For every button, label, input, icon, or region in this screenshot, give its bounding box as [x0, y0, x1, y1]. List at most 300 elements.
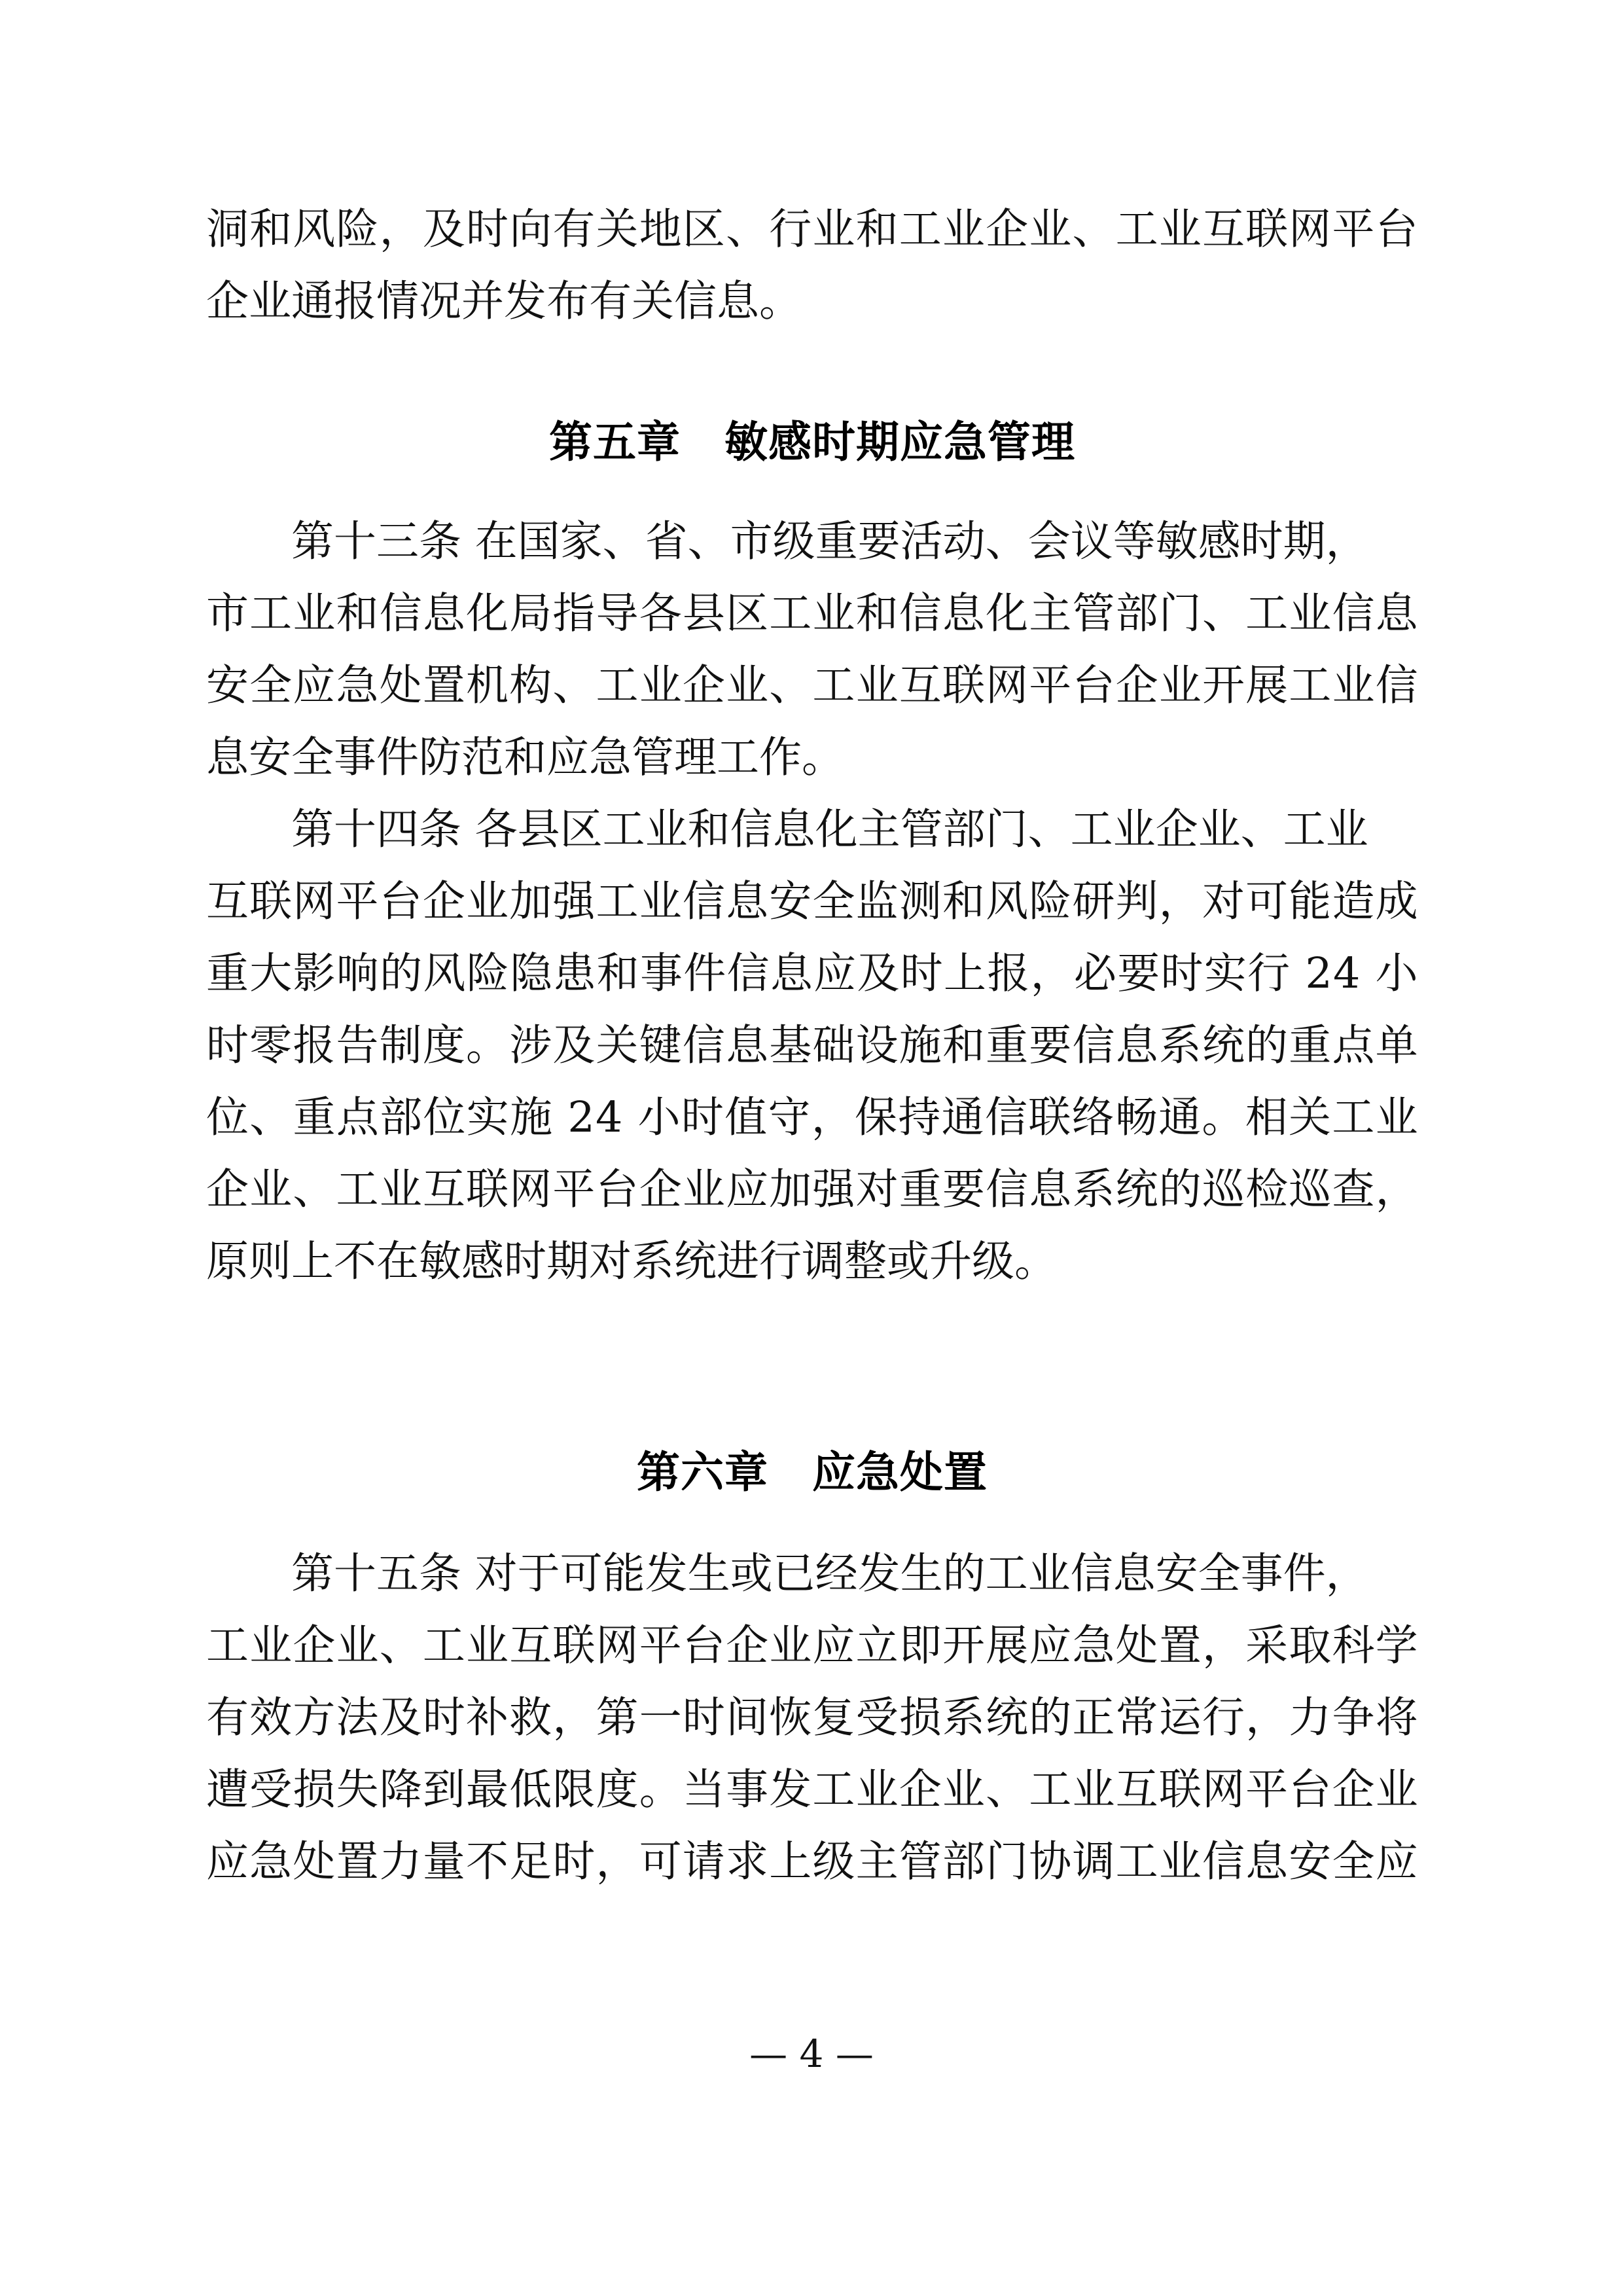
text-glyph: 影: [293, 949, 336, 998]
text-line: [206, 866, 1418, 938]
text-line: [206, 578, 1418, 650]
text-glyph: 力: [379, 1837, 422, 1886]
text-glyph: 络: [1071, 1093, 1115, 1142]
text-glyph: 时: [1160, 949, 1204, 998]
text-glyph: 互: [1202, 205, 1245, 254]
text-glyph: 息: [942, 589, 985, 638]
text-glyph: 键: [639, 1021, 682, 1070]
spacer: [206, 1509, 1418, 1538]
text-glyph: 局: [509, 589, 552, 638]
text-glyph: 间: [726, 1693, 769, 1742]
text-glyph: 应: [812, 1621, 855, 1670]
text-glyph: 应: [1029, 1621, 1072, 1670]
text-glyph: 行: [1202, 1693, 1245, 1742]
text-glyph: 患: [553, 949, 596, 998]
text-glyph: 平: [336, 877, 379, 926]
text-glyph: [1361, 938, 1375, 1010]
text-glyph: ，: [811, 1093, 854, 1142]
text-glyph: 联: [466, 1165, 509, 1214]
text-glyph: 判: [1115, 877, 1158, 926]
text-glyph: 风: [293, 205, 336, 254]
text-glyph: 必: [1073, 949, 1116, 998]
text-glyph: 管: [1072, 589, 1115, 638]
text-glyph: 取: [1289, 1621, 1332, 1670]
text-glyph: 关: [596, 205, 639, 254]
text-glyph: 度: [422, 1021, 465, 1070]
text-line: 企业通报情况并发布有关信息。: [206, 277, 802, 326]
text-glyph: 限: [552, 1765, 596, 1814]
text-glyph: 息: [770, 949, 813, 998]
text-glyph: 对: [1202, 877, 1245, 926]
text-glyph: 信: [682, 1021, 725, 1070]
text-glyph: 急: [249, 1837, 293, 1886]
text-glyph: 、: [769, 661, 812, 710]
text-glyph: 统: [1115, 1165, 1158, 1214]
text-glyph: 主: [1029, 589, 1072, 638]
text-glyph: 地: [639, 205, 682, 254]
text-glyph: 时: [422, 1693, 465, 1742]
text-glyph: 联: [1028, 1093, 1071, 1142]
text-glyph: 工: [769, 589, 812, 638]
text-glyph: 门: [1158, 589, 1202, 638]
spacer: [206, 338, 1418, 406]
text-glyph: 息: [422, 589, 465, 638]
text-glyph: 力: [1289, 1693, 1332, 1742]
text-line: [206, 194, 1418, 266]
text-line: [206, 1154, 1418, 1226]
text-glyph: 上: [944, 949, 987, 998]
text-glyph: 台: [1072, 661, 1115, 710]
text-glyph: 正: [1072, 1693, 1115, 1742]
text-glyph: 洞: [206, 205, 249, 254]
text-glyph: 业: [249, 1621, 293, 1670]
text-glyph: 和: [855, 589, 899, 638]
text-glyph: 业: [942, 1765, 985, 1814]
text-glyph: 联: [552, 1621, 596, 1670]
text-glyph: [624, 1082, 637, 1154]
text-glyph: ，: [1245, 1693, 1289, 1742]
text-glyph: 报: [293, 1021, 336, 1070]
text-glyph: 受: [249, 1765, 293, 1814]
text-glyph: 网: [986, 661, 1029, 710]
spacer: [206, 478, 1418, 506]
text-line: 第十四条 各县区工业和信息化主管部门、工业企业、工业: [206, 805, 1368, 854]
text-glyph: 企: [899, 1765, 942, 1814]
text-glyph: 化: [986, 589, 1029, 638]
text-glyph: 基: [769, 1021, 812, 1070]
text-glyph: 业: [942, 205, 985, 254]
text-glyph: 守: [768, 1093, 811, 1142]
text-glyph: 联: [942, 661, 985, 710]
text-glyph: 检: [1245, 1165, 1289, 1214]
text-glyph: ，: [1375, 1165, 1418, 1214]
text-glyph: 要: [942, 1165, 985, 1214]
text-glyph: 响: [336, 949, 379, 998]
text-glyph: 信: [726, 949, 770, 998]
text-line: [206, 1682, 1418, 1754]
text-glyph: 损: [899, 1693, 942, 1742]
text-line: [206, 1010, 1418, 1082]
text-glyph: 零: [249, 1021, 293, 1070]
text-glyph: 工: [422, 1621, 465, 1670]
text-glyph: 的: [380, 949, 423, 998]
text-glyph: 受: [855, 1693, 899, 1742]
text-glyph: 监: [855, 877, 899, 926]
text-glyph: 业: [1072, 1765, 1115, 1814]
text-glyph: 效: [249, 1693, 293, 1742]
text-glyph: 保: [855, 1093, 898, 1142]
text-glyph: 失: [336, 1765, 379, 1814]
text-glyph: 采: [1245, 1621, 1289, 1670]
text-glyph: 业: [1158, 1837, 1202, 1886]
text-glyph: 协: [1029, 1837, 1072, 1886]
text-glyph: 学: [1375, 1621, 1418, 1670]
text-glyph: 持: [898, 1093, 941, 1142]
text-glyph: 业: [812, 589, 855, 638]
text-glyph: 风: [986, 877, 1029, 926]
text-glyph: 台: [379, 877, 422, 926]
text-glyph: 导: [596, 589, 639, 638]
text-glyph: ，: [596, 1837, 639, 1886]
text-glyph: 值: [724, 1093, 768, 1142]
text-glyph: 工: [596, 877, 639, 926]
text-glyph: 企: [682, 661, 725, 710]
text-glyph: 通: [1158, 1093, 1202, 1142]
text-line: 息安全事件防范和应急管理工作。: [206, 733, 845, 782]
text-glyph: 足: [509, 1837, 552, 1886]
text-glyph: 量: [422, 1837, 465, 1886]
text-glyph: 位: [423, 1093, 466, 1142]
text-glyph: 台: [1289, 1765, 1332, 1814]
text-glyph: 置: [336, 1837, 379, 1886]
text-glyph: 门: [986, 1837, 1029, 1886]
text-glyph: ，: [1202, 1621, 1245, 1670]
text-glyph: 、: [552, 661, 596, 710]
text-glyph: 强: [812, 1165, 855, 1214]
text-glyph: 息: [726, 877, 769, 926]
text-glyph: 时: [206, 1021, 249, 1070]
text-glyph: 和: [336, 589, 379, 638]
text-glyph: 应: [206, 1837, 249, 1886]
text-glyph: 业: [466, 877, 509, 926]
text-glyph: 网: [293, 877, 336, 926]
text-glyph: 行: [1247, 949, 1291, 998]
text-glyph: 设: [855, 1021, 899, 1070]
text-glyph: 联: [1245, 205, 1289, 254]
text-glyph: 统: [1202, 1021, 1245, 1070]
text-glyph: 安: [1289, 1837, 1332, 1886]
text-glyph: [553, 1082, 567, 1154]
text-glyph: 2: [1305, 949, 1332, 998]
text-glyph: 企: [1115, 661, 1158, 710]
text-glyph: 施: [510, 1093, 553, 1142]
text-glyph: 业: [336, 1621, 379, 1670]
text-glyph: 企: [206, 1165, 249, 1214]
text-glyph: 工: [596, 661, 639, 710]
article-14-paragraph: [206, 794, 1418, 1298]
text-glyph: 上: [769, 1837, 812, 1886]
text-glyph: 企: [422, 877, 465, 926]
text-glyph: 工: [1115, 1837, 1158, 1886]
text-line: [206, 1082, 1418, 1154]
text-glyph: 告: [336, 1021, 379, 1070]
text-glyph: 救: [509, 1693, 552, 1742]
text-glyph: 处: [379, 661, 422, 710]
text-glyph: 平: [552, 1165, 596, 1214]
text-glyph: 息: [1029, 1165, 1072, 1214]
text-glyph: 联: [1158, 1765, 1202, 1814]
text-glyph: 和: [942, 1021, 985, 1070]
text-glyph: 信: [899, 589, 942, 638]
text-glyph: 信: [984, 1093, 1027, 1142]
text-glyph: 可: [639, 1837, 682, 1886]
text-glyph: 对: [855, 1165, 899, 1214]
text-glyph: 险: [1029, 877, 1072, 926]
text-glyph: 息: [726, 1021, 769, 1070]
text-glyph: 向: [509, 205, 552, 254]
text-glyph: 区: [726, 589, 769, 638]
text-glyph: 的: [1158, 1165, 1202, 1214]
text-glyph: 置: [1158, 1621, 1202, 1670]
text-glyph: 降: [379, 1765, 422, 1814]
text-glyph: ，: [379, 205, 422, 254]
text-glyph: 业: [379, 1165, 422, 1214]
text-glyph: 2: [567, 1093, 595, 1142]
text-glyph: 业: [466, 1621, 509, 1670]
text-glyph: 市: [206, 589, 249, 638]
text-glyph: 、: [379, 1621, 422, 1670]
text-glyph: 巡: [1289, 1165, 1332, 1214]
text-glyph: 查: [1332, 1165, 1375, 1214]
text-glyph: 能: [1289, 877, 1332, 926]
text-glyph: 各: [639, 589, 682, 638]
text-glyph: 方: [293, 1693, 336, 1742]
text-glyph: 、: [1072, 205, 1115, 254]
text-glyph: 互: [899, 661, 942, 710]
text-glyph: 和: [942, 877, 985, 926]
text-glyph: 测: [899, 877, 942, 926]
text-glyph: 调: [1072, 1837, 1115, 1886]
text-glyph: 区: [682, 205, 725, 254]
text-glyph: 巡: [1202, 1165, 1245, 1214]
text-glyph: 业: [682, 1165, 725, 1214]
text-line: [206, 1754, 1418, 1826]
text-glyph: 及: [379, 1693, 422, 1742]
text-glyph: 行: [769, 205, 812, 254]
text-glyph: 及: [857, 949, 900, 998]
text-glyph: 应: [726, 1165, 769, 1214]
text-glyph: 系: [1072, 1165, 1115, 1214]
text-glyph: 不: [466, 1837, 509, 1886]
text-glyph: ，: [1158, 877, 1202, 926]
text-glyph: 重: [899, 1165, 942, 1214]
chapter-6-heading: 第六章 应急处置: [637, 1447, 988, 1498]
text-glyph: 级: [812, 1837, 855, 1886]
text-glyph: 和: [596, 949, 639, 998]
text-glyph: 展: [1245, 661, 1289, 710]
text-glyph: 险: [336, 205, 379, 254]
text-glyph: 信: [1202, 1837, 1245, 1886]
text-glyph: 事: [639, 949, 683, 998]
text-glyph: 立: [855, 1621, 899, 1670]
text-glyph: 度: [596, 1765, 639, 1814]
text-glyph: 加: [509, 877, 552, 926]
text-glyph: 重: [1289, 1021, 1332, 1070]
text-glyph: 业: [639, 877, 682, 926]
text-glyph: 施: [899, 1021, 942, 1070]
text-glyph: 处: [1115, 1621, 1158, 1670]
text-glyph: 大: [249, 949, 293, 998]
text-glyph: 工: [1029, 1765, 1072, 1814]
text-glyph: 最: [466, 1765, 509, 1814]
text-glyph: 小: [637, 1093, 681, 1142]
text-glyph: 企: [986, 205, 1029, 254]
text-glyph: 工: [1115, 205, 1158, 254]
text-glyph: 时: [900, 949, 943, 998]
text-glyph: 互: [509, 1621, 552, 1670]
text-glyph: 实: [466, 1093, 509, 1142]
text-glyph: 及: [552, 1021, 596, 1070]
text-glyph: 、: [249, 1093, 293, 1142]
text-line: [206, 1826, 1418, 1898]
text-glyph: 制: [379, 1021, 422, 1070]
text-glyph: 险: [466, 949, 509, 998]
text-glyph: 部: [380, 1093, 423, 1142]
text-glyph: 时: [466, 205, 509, 254]
text-glyph: 信: [379, 589, 422, 638]
text-glyph: 互: [206, 877, 249, 926]
text-glyph: 信: [1375, 661, 1418, 710]
text-line: 原则上不在敏感时期对系统进行调整或升级。: [206, 1237, 1058, 1286]
text-glyph: 报: [987, 949, 1030, 998]
text-glyph: 企: [1332, 1765, 1375, 1814]
text-glyph: 工: [249, 589, 293, 638]
text-glyph: 指: [552, 589, 596, 638]
text-glyph: 台: [1375, 205, 1418, 254]
text-glyph: 统: [986, 1693, 1029, 1742]
text-glyph: 发: [769, 1765, 812, 1814]
text-glyph: 涉: [509, 1021, 552, 1070]
text-glyph: 件: [683, 949, 726, 998]
text-glyph: 工: [899, 205, 942, 254]
text-glyph: 风: [423, 949, 466, 998]
text-glyph: 加: [769, 1165, 812, 1214]
text-glyph: 平: [1029, 661, 1072, 710]
text-glyph: 的: [1245, 1021, 1289, 1070]
text-glyph: 业: [1375, 1093, 1418, 1142]
text-glyph: 及: [422, 205, 465, 254]
text-glyph: 隐: [510, 949, 553, 998]
text-glyph: 工: [1289, 661, 1332, 710]
text-glyph: 工: [206, 1621, 249, 1670]
text-glyph: 要: [1029, 1021, 1072, 1070]
text-glyph: 联: [249, 877, 293, 926]
text-glyph: 网: [1202, 1765, 1245, 1814]
text-glyph: 开: [1202, 661, 1245, 710]
text-glyph: 业: [855, 1765, 899, 1814]
text-glyph: 全: [249, 661, 293, 710]
text-glyph: 小: [1375, 949, 1418, 998]
text-glyph: 相: [1245, 1093, 1288, 1142]
text-glyph: 业: [1375, 1765, 1418, 1814]
text-glyph: 将: [1375, 1693, 1418, 1742]
text-glyph: 时: [552, 1837, 596, 1886]
text-glyph: 信: [682, 877, 725, 926]
text-line: [206, 650, 1418, 722]
text-glyph: 低: [509, 1765, 552, 1814]
text-glyph: 部: [1115, 589, 1158, 638]
text-glyph: 业: [1332, 661, 1375, 710]
text-glyph: 造: [1332, 877, 1375, 926]
text-glyph: 重: [986, 1021, 1029, 1070]
text-glyph: 企: [293, 1621, 336, 1670]
text-glyph: 、: [726, 205, 769, 254]
text-glyph: 础: [812, 1021, 855, 1070]
text-glyph: 业: [293, 589, 336, 638]
text-glyph: ，: [552, 1693, 596, 1742]
text-glyph: 化: [466, 589, 509, 638]
text-glyph: 时: [681, 1093, 724, 1142]
text-glyph: 和: [249, 205, 293, 254]
text-glyph: 即: [899, 1621, 942, 1670]
text-glyph: 构: [509, 661, 552, 710]
text-glyph: 应: [813, 949, 857, 998]
text-glyph: 平: [1332, 205, 1375, 254]
text-glyph: 时: [682, 1693, 725, 1742]
text-line: 第十五条 对于可能发生或已经发生的工业信息安全事件，: [206, 1549, 1368, 1598]
text-line: [206, 1610, 1418, 1682]
text-glyph: 一: [639, 1693, 682, 1742]
spacer: [206, 1298, 1418, 1437]
text-glyph: 重: [206, 949, 249, 998]
text-glyph: 事: [726, 1765, 769, 1814]
text-glyph: 信: [1072, 1021, 1115, 1070]
text-glyph: 急: [1072, 1621, 1115, 1670]
text-glyph: 平: [1245, 1765, 1289, 1814]
text-glyph: 重: [293, 1093, 336, 1142]
text-glyph: 。: [466, 1021, 509, 1070]
text-glyph: 安: [769, 877, 812, 926]
text-glyph: ，: [1030, 949, 1073, 998]
text-glyph: 主: [855, 1837, 899, 1886]
text-glyph: 损: [293, 1765, 336, 1814]
text-glyph: 息: [1375, 589, 1418, 638]
text-glyph: 业: [855, 661, 899, 710]
text-glyph: 法: [336, 1693, 379, 1742]
text-glyph: 工: [812, 661, 855, 710]
text-glyph: 。: [639, 1765, 682, 1814]
text-glyph: 和: [855, 205, 899, 254]
text-glyph: 通: [941, 1093, 984, 1142]
text-glyph: 有: [206, 1693, 249, 1742]
text-glyph: 、: [986, 1765, 1029, 1814]
text-glyph: 关: [596, 1021, 639, 1070]
text-glyph: 复: [812, 1693, 855, 1742]
text-glyph: 展: [986, 1621, 1029, 1670]
text-glyph: 系: [942, 1693, 985, 1742]
text-glyph: 台: [682, 1621, 725, 1670]
text-glyph: 常: [1115, 1693, 1158, 1742]
text-glyph: 业: [639, 661, 682, 710]
text-glyph: 企: [726, 1621, 769, 1670]
text-glyph: 科: [1332, 1621, 1375, 1670]
text-glyph: 。: [1202, 1093, 1245, 1142]
text-glyph: [1291, 938, 1304, 1010]
text-glyph: 4: [595, 1093, 623, 1142]
text-glyph: 系: [1158, 1021, 1202, 1070]
text-glyph: 业: [1029, 205, 1072, 254]
text-glyph: 恢: [769, 1693, 812, 1742]
